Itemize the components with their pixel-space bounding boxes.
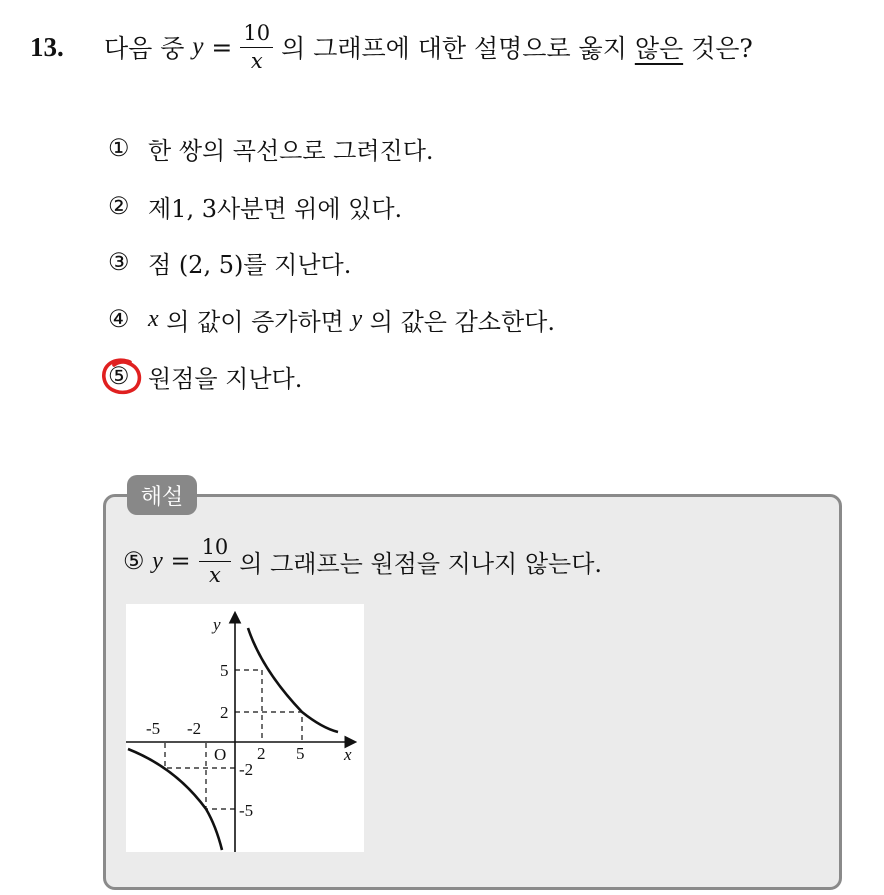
hyperbola-graph <box>126 604 364 852</box>
option-x-var: x <box>148 305 159 332</box>
option-3[interactable] <box>108 244 351 280</box>
x-tick-2: 2 <box>257 744 266 763</box>
fraction-numerator: 10 <box>240 22 273 47</box>
question-header <box>30 12 753 82</box>
fraction-denominator: x <box>250 48 263 73</box>
x-tick-neg5: -5 <box>146 719 161 738</box>
question-suffix: 것은? <box>691 34 753 63</box>
question-fraction <box>240 22 273 71</box>
x-tick-neg2: -2 <box>187 719 202 738</box>
option-mark: ③ <box>108 248 130 276</box>
option-mark: ② <box>108 192 130 220</box>
option-2[interactable] <box>108 188 402 224</box>
guide-2-5 <box>235 670 262 742</box>
origin-label: O <box>214 745 227 764</box>
guide-5-2 <box>235 712 302 742</box>
solution-mark: ⑤ <box>123 547 145 575</box>
option-text: 제1, 3사분면 위에 있다. <box>148 194 403 223</box>
option-text-part1: 의 값이 증가하면 <box>166 307 344 336</box>
y-axis-label: y <box>213 615 221 634</box>
fraction-numerator: 10 <box>199 536 232 561</box>
x-axis-label: x <box>344 745 352 764</box>
option-mark: ① <box>108 134 130 162</box>
question-mid: 의 그래프에 대한 설명으로 옳지 <box>281 34 627 63</box>
x-tick-5: 5 <box>296 744 305 763</box>
option-text-part2: 의 값은 감소한다. <box>369 307 555 336</box>
solution-text: 의 그래프는 원점을 지나지 않는다. <box>239 549 603 578</box>
option-text: 원점을 지난다. <box>148 364 303 393</box>
question-equals: = <box>211 32 233 62</box>
y-tick-2: 2 <box>220 703 229 722</box>
question-y-var: y <box>192 33 204 60</box>
option-1[interactable] <box>108 130 434 166</box>
solution-line <box>123 528 602 594</box>
question-prefix: 다음 중 <box>104 34 185 63</box>
option-mark: ⑤ <box>108 362 130 390</box>
solution-fraction <box>199 536 232 585</box>
y-tick-neg2: -2 <box>239 760 254 779</box>
option-text: 한 쌍의 곡선으로 그려진다. <box>148 136 434 165</box>
answer-circle-icon <box>100 356 144 398</box>
question-underlined: 않은 <box>634 34 684 63</box>
question-number: 13. <box>30 31 64 62</box>
fraction-denominator: x <box>209 562 221 587</box>
y-tick-neg5: -5 <box>239 801 254 820</box>
hyperbola-branch-q3 <box>128 749 222 850</box>
option-4[interactable] <box>108 301 555 337</box>
solution-tag: 해설 <box>127 475 197 515</box>
option-mark: ④ <box>108 305 130 333</box>
solution-y-var: y <box>152 547 163 574</box>
option-text: 점 (2, 5)를 지난다. <box>148 250 352 279</box>
option-y-var: y <box>351 305 363 332</box>
y-tick-5: 5 <box>220 661 229 680</box>
solution-equals: = <box>170 547 191 575</box>
